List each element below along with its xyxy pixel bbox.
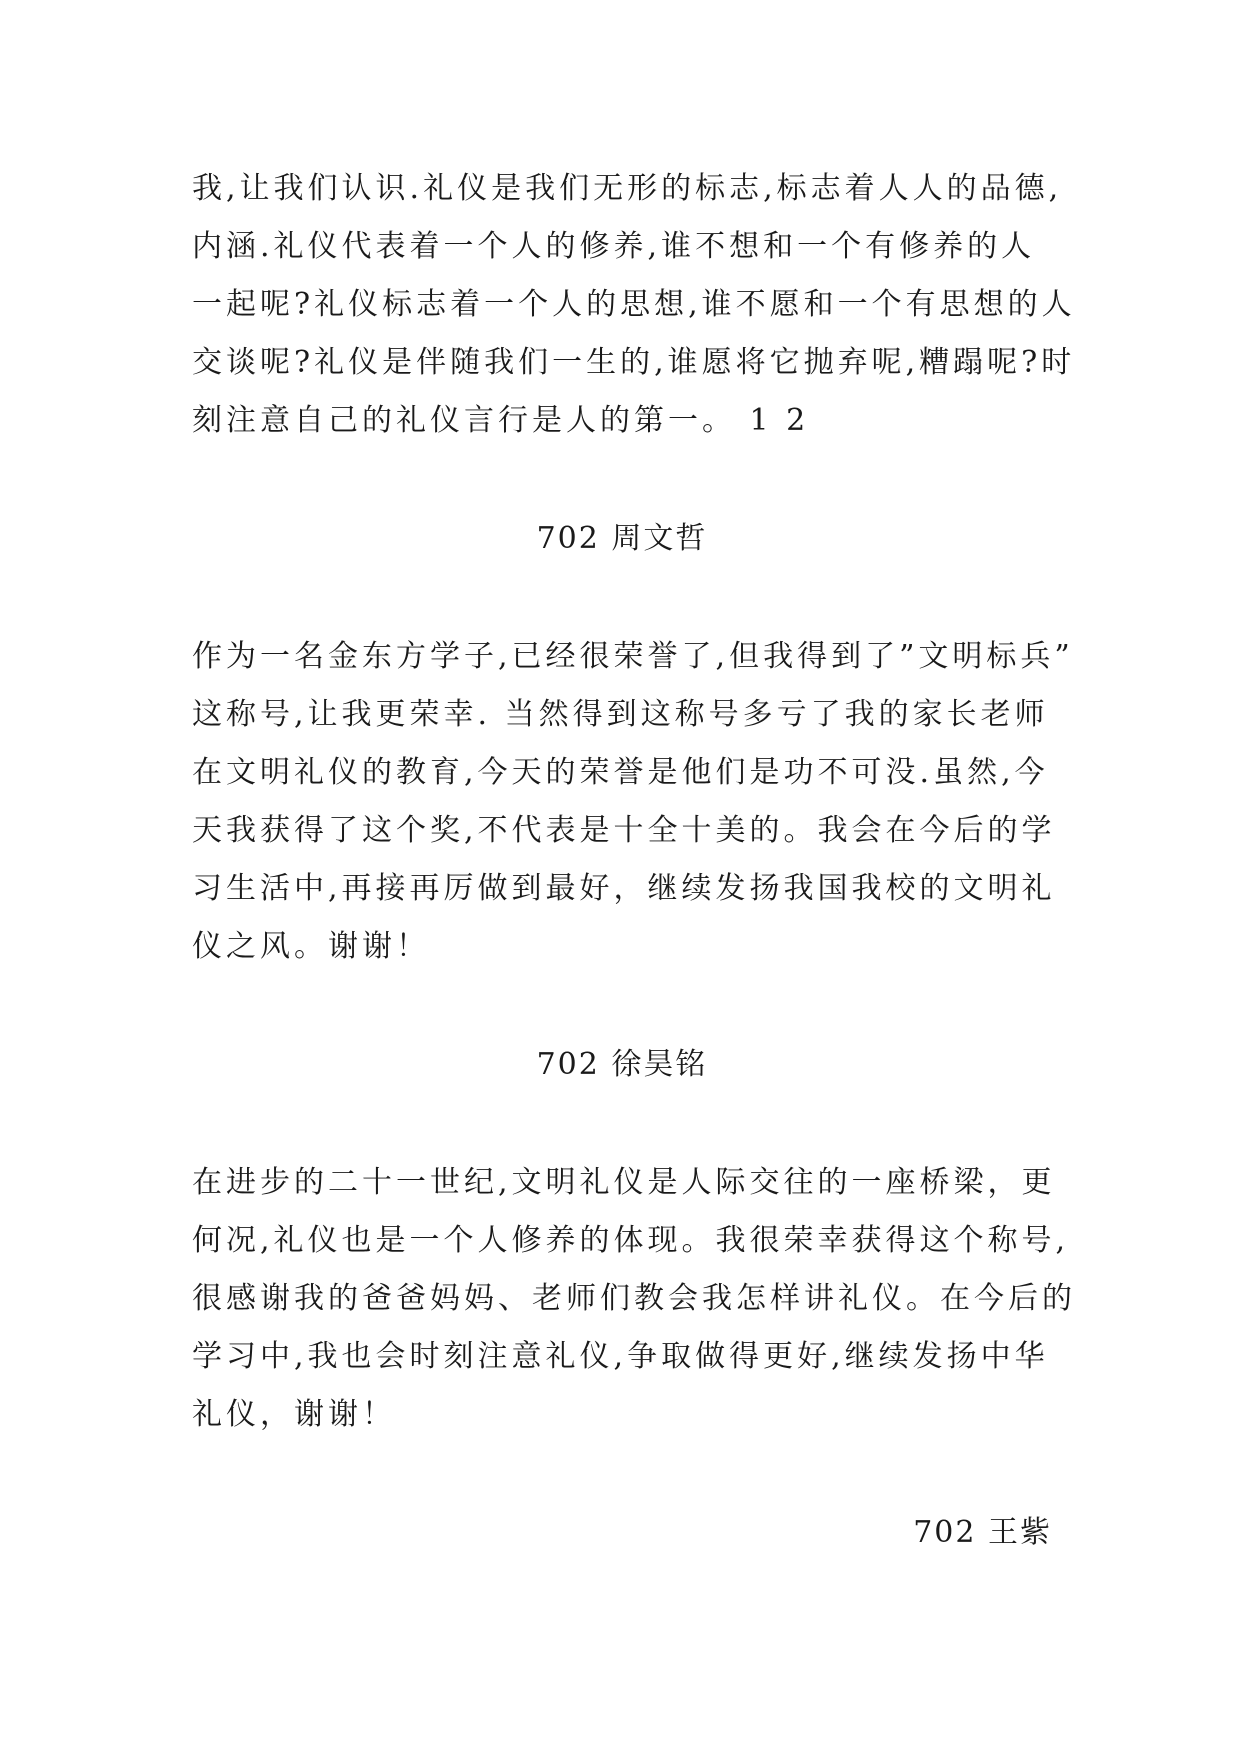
- paragraph-line: 学习中,我也会时刻注意礼仪,争取做得更好,继续发扬中华: [192, 1339, 1049, 1374]
- paragraph-line: 一起呢?礼仪标志着一个人的思想,谁不愿和一个有思想的人: [192, 287, 1076, 322]
- paragraph-line: 作为一名金东方学子,已经很荣誉了,但我得到了”文明标兵”: [192, 639, 1074, 674]
- paragraph-line: 仪之风。谢谢！: [192, 929, 430, 964]
- paragraph-line: 这称号,让我更荣幸. 当然得到这称号多亏了我的家长老师: [192, 697, 1049, 732]
- paragraph-line: 天我获得了这个奖,不代表是十全十美的。我会在今后的学: [192, 813, 1056, 848]
- paragraph-line: 刻注意自己的礼仪言行是人的第一。 1 2: [192, 403, 810, 438]
- signature-1: 702 周文哲: [536, 521, 708, 556]
- paragraph-line: 习生活中,再接再厉做到最好，继续发扬我国我校的文明礼: [192, 871, 1056, 906]
- paragraph-line: 内涵.礼仪代表着一个人的修养,谁不想和一个有修养的人: [192, 229, 1036, 264]
- paragraph-line: 在文明礼仪的教育,今天的荣誉是他们是功不可没.虽然,今: [192, 755, 1049, 790]
- paragraph-1: [192, 160, 1076, 450]
- paragraph-3: [192, 1154, 1076, 1444]
- signature-3: 702 王紫: [913, 1515, 1052, 1550]
- signature-2: 702 徐昊铭: [536, 1047, 708, 1082]
- paragraph-2: [192, 628, 1074, 976]
- paragraph-line: 礼仪，谢谢！: [192, 1397, 396, 1432]
- paragraph-line: 在进步的二十一世纪,文明礼仪是人际交往的一座桥梁，更: [192, 1165, 1056, 1200]
- paragraph-line: 很感谢我的爸爸妈妈、老师们教会我怎样讲礼仪。在今后的: [192, 1281, 1076, 1316]
- paragraph-line: 交谈呢?礼仪是伴随我们一生的,谁愿将它抛弃呢,糟蹋呢?时: [192, 345, 1076, 380]
- paragraph-line: 何况,礼仪也是一个人修养的体现。我很荣幸获得这个称号,: [192, 1223, 1070, 1258]
- document-body: [192, 160, 1076, 1562]
- paragraph-line: 我,让我们认识.礼仪是我们无形的标志,标志着人人的品德,: [192, 171, 1063, 206]
